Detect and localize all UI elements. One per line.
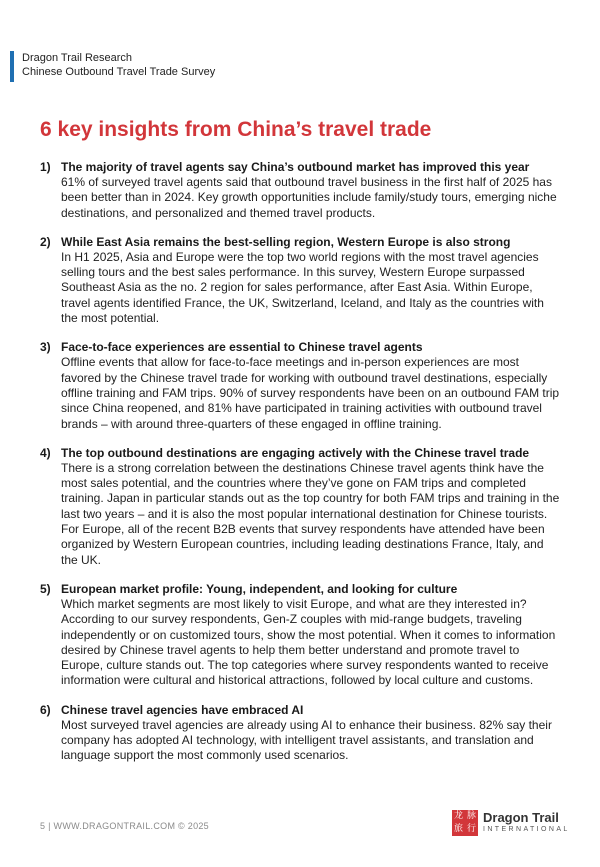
header-publisher: Dragon Trail Research: [22, 52, 133, 64]
insight-heading: Chinese travel agencies have embraced AI: [61, 702, 304, 717]
insight-number: 6): [40, 702, 51, 717]
logo-mark-icon: [452, 810, 478, 836]
insights-list: [40, 160, 560, 778]
insight-body: Most surveyed travel agencies are already using AI to enhance their business. 82% say their company has adopted AI technology, with intelligent travel assistants, and translation and language support the most commonly used scenarios.: [61, 717, 552, 763]
insight-heading: Face-to-face experiences are essential to Chinese travel agents: [61, 340, 423, 355]
logo-char: 脉: [466, 811, 476, 821]
logo-char: 行: [466, 824, 476, 834]
insight-heading-row: [40, 160, 560, 175]
insight-heading-row: [40, 446, 560, 461]
insight-heading-row: [40, 582, 560, 597]
insight-body: 61% of surveyed travel agents said that outbound travel business in the first half of 2025 has been better than in 2024. Key growth opportunities include family/study tours, emerging niche destinations, and personalized and themed travel products.: [61, 175, 557, 220]
insight-heading-row: [40, 340, 560, 355]
insight-heading: While East Asia remains the best-selling region, Western Europe is also strong: [61, 234, 511, 249]
insight-body: In H1 2025, Asia and Europe were the top two world regions with the most travel agencies selling tours and the best sales performance. In this survey, Western Europe surpassed Southeast Asia as the no. 2 region for sales performance, after East Asia. Within Europe, travel agents identified France, the UK, Switzerland, Iceland, and Italy as the countries with the most potential.: [61, 249, 544, 326]
insight-heading: The majority of travel agents say China’s outbound market has improved this year: [61, 160, 530, 174]
logo-char: 旅: [453, 824, 463, 834]
insight-body: Which market segments are most likely to visit Europe, and what are they interested in? According to our survey respondents, Gen-Z couples with mid-range budgets, traveling independently or on customized tours, show the most potential. When it comes to information desired by Chinese travel agents to help them better understand and promote travel to Europe, culture stands out. The top categories where survey respondents wanted to receive information were cultural and historical attractions, followed by local culture and customs.: [61, 596, 556, 688]
insight-item-4: [40, 446, 560, 568]
insight-item-2: [40, 235, 560, 326]
logo-name: Dragon Trail: [483, 810, 559, 825]
page-title: 6 key insights from China’s travel trade: [40, 118, 432, 141]
page-footer: 5 | WWW.DRAGONTRAIL.COM © 2025: [40, 821, 209, 831]
insight-number: 4): [40, 445, 51, 460]
insight-item-3: [40, 340, 560, 431]
dragon-trail-logo: [452, 810, 570, 836]
report-header: [10, 51, 215, 82]
insight-body: There is a strong correlation between the destinations Chinese travel agents think have the most sales potential, and the countries where they’ve gone on FAM trips and completed training. Japan in particular stands out as the top country for both FAM trips and training in the last two years – and it is also the most popular international destination for Chinese tourists. For Europe, all of the recent B2B events that survey respondents have attended have been organized by Western European countries, including leading destinations France, Italy, and the UK.: [61, 460, 560, 567]
insight-heading: The top outbound destinations are engaging actively with the Chinese travel trade: [61, 445, 530, 460]
insight-number: 2): [40, 234, 51, 249]
header-report-title: Chinese Outbound Travel Trade Survey: [22, 66, 216, 78]
insight-heading-row: [40, 703, 560, 718]
insight-number: 1): [40, 160, 51, 174]
insight-heading-row: [40, 235, 560, 250]
insight-number: 5): [40, 581, 51, 596]
logo-subtitle: INTERNATIONAL: [483, 826, 570, 833]
insight-heading: European market profile: Young, independent, and looking for culture: [61, 581, 458, 596]
insight-item-5: [40, 582, 560, 689]
insight-item-6: [40, 703, 560, 764]
insight-body: Offline events that allow for face-to-face meetings and in-person experiences are most favored by the Chinese travel trade for working with outbound travel destinations, especially offline training and FAM trips. 90% of survey respondents have been on an outbound FAM trip since China reopened, and 81% have participated in training activities with outbound travel brands – with around three-quarters of these engaged in offline training.: [61, 355, 560, 431]
insight-number: 3): [40, 340, 51, 355]
insight-item-1: [40, 160, 560, 221]
logo-char: 龙: [453, 811, 463, 821]
logo-text: [483, 811, 570, 835]
